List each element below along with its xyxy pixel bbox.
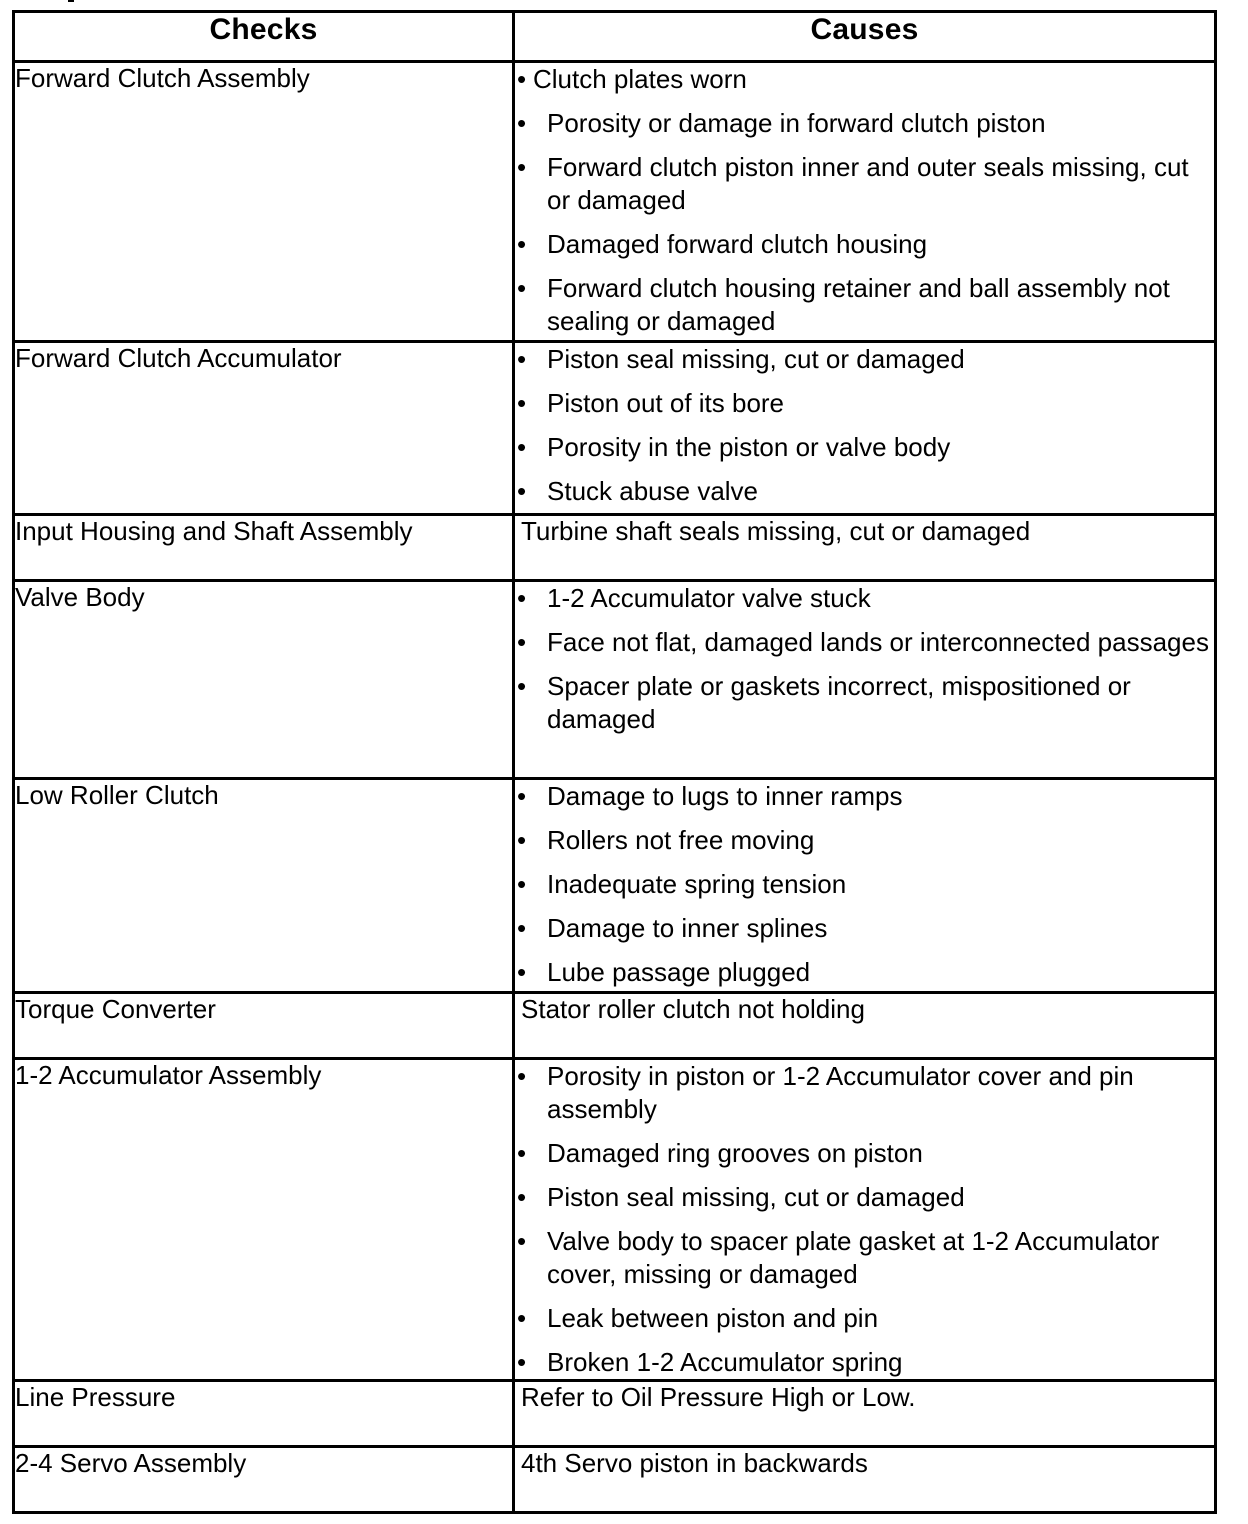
check-cell: Forward Clutch Accumulator	[14, 342, 514, 515]
cause-text: Broken 1-2 Accumulator spring	[547, 1347, 903, 1377]
cause-list	[515, 343, 1214, 508]
list-item: • Piston seal missing, cut or damaged	[515, 343, 1214, 376]
table-row	[14, 1447, 1216, 1513]
cause-text: Damage to inner splines	[547, 913, 828, 943]
check-cell: Line Pressure	[14, 1381, 514, 1447]
list-item: • Porosity in piston or 1-2 Accumulator cover and pin assembly	[515, 1060, 1214, 1126]
list-item: • Damage to inner splines	[515, 912, 1214, 945]
list-item: • Forward clutch piston inner and outer seals missing, cut or damaged	[515, 151, 1214, 217]
check-cell: 2-4 Servo Assembly	[14, 1447, 514, 1513]
causes-cell	[514, 1059, 1216, 1381]
list-item: • Valve body to spacer plate gasket at 1-2 Accumulator cover, missing or damaged	[515, 1225, 1214, 1291]
list-item: • Broken 1-2 Accumulator spring	[515, 1346, 1214, 1379]
list-item: • Forward clutch housing retainer and ball assembly not sealing or damaged	[515, 272, 1214, 338]
table-row	[14, 1381, 1216, 1447]
cause-text: Face not flat, damaged lands or interconnected passages	[547, 627, 1209, 657]
list-item: • Face not flat, damaged lands or interconnected passages	[515, 626, 1214, 659]
cause-cell: Refer to Oil Pressure High or Low.	[514, 1381, 1216, 1447]
cause-text: Lube passage plugged	[547, 957, 811, 987]
cause-text: 1-2 Accumulator valve stuck	[547, 583, 871, 613]
list-item: • Porosity or damage in forward clutch piston	[515, 107, 1214, 140]
cause-list	[515, 1060, 1214, 1379]
cause-cell: Turbine shaft seals missing, cut or damaged	[514, 515, 1216, 581]
table-row	[14, 62, 1216, 342]
check-cell: Forward Clutch Assembly	[14, 62, 514, 342]
cause-text: Valve body to spacer plate gasket at 1-2 Accumulator cover, missing or damaged	[547, 1226, 1160, 1289]
list-item: • Damaged ring grooves on piston	[515, 1137, 1214, 1170]
list-item: • Piston seal missing, cut or damaged	[515, 1181, 1214, 1214]
cause-text: Clutch plates worn	[533, 64, 747, 94]
cause-text: Rollers not free moving	[547, 825, 815, 855]
cause-text: Porosity in the piston or valve body	[547, 432, 951, 462]
table-row	[14, 342, 1216, 515]
table-row	[14, 581, 1216, 779]
cause-text: Stuck abuse valve	[547, 476, 759, 506]
list-item: • 1-2 Accumulator valve stuck	[515, 582, 1214, 615]
cause-text: Forward clutch piston inner and outer seals missing, cut or damaged	[547, 152, 1189, 215]
list-item: • Damage to lugs to inner ramps	[515, 780, 1214, 813]
check-cell: Valve Body	[14, 581, 514, 779]
cause-text: Forward clutch housing retainer and ball assembly not sealing or damaged	[547, 273, 1170, 336]
cause-list	[515, 63, 1214, 338]
list-item: • Clutch plates worn	[515, 63, 1214, 96]
corner-mark	[68, 0, 74, 2]
header-row	[14, 12, 1216, 62]
check-cell: Low Roller Clutch	[14, 779, 514, 993]
check-cell: 1-2 Accumulator Assembly	[14, 1059, 514, 1381]
causes-cell	[514, 342, 1216, 515]
cause-cell: 4th Servo piston in backwards	[514, 1447, 1216, 1513]
table-row	[14, 779, 1216, 993]
table-row	[14, 1059, 1216, 1381]
header-checks: Checks	[14, 12, 514, 62]
cause-text: Damaged forward clutch housing	[547, 229, 928, 259]
cause-text: Inadequate spring tension	[547, 869, 847, 899]
cause-text: Leak between piston and pin	[547, 1303, 879, 1333]
list-item: • Inadequate spring tension	[515, 868, 1214, 901]
list-item: • Spacer plate or gaskets incorrect, mispositioned or damaged	[515, 670, 1214, 736]
table-row	[14, 515, 1216, 581]
causes-cell	[514, 779, 1216, 993]
list-item: • Piston out of its bore	[515, 387, 1214, 420]
list-item: • Rollers not free moving	[515, 824, 1214, 857]
check-cell: Torque Converter	[14, 993, 514, 1059]
causes-cell	[514, 62, 1216, 342]
table-row	[14, 993, 1216, 1059]
causes-cell	[514, 581, 1216, 779]
list-item: • Leak between piston and pin	[515, 1302, 1214, 1335]
cause-text: Damaged ring grooves on piston	[547, 1138, 923, 1168]
cause-text: Piston out of its bore	[547, 388, 785, 418]
cause-text: Porosity or damage in forward clutch piston	[547, 108, 1046, 138]
cause-text: Porosity in piston or 1-2 Accumulator cover and pin assembly	[547, 1061, 1134, 1124]
list-item: • Porosity in the piston or valve body	[515, 431, 1214, 464]
cause-list	[515, 780, 1214, 989]
list-item: • Stuck abuse valve	[515, 475, 1214, 508]
diagnosis-table	[12, 10, 1217, 1514]
cause-text: Piston seal missing, cut or damaged	[547, 1182, 965, 1212]
cause-list	[515, 582, 1214, 736]
check-cell: Input Housing and Shaft Assembly	[14, 515, 514, 581]
header-causes: Causes	[514, 12, 1216, 62]
cause-text: Damage to lugs to inner ramps	[547, 781, 903, 811]
list-item: • Lube passage plugged	[515, 956, 1214, 989]
cause-text: Piston seal missing, cut or damaged	[547, 344, 965, 374]
cause-cell: Stator roller clutch not holding	[514, 993, 1216, 1059]
cause-text: Spacer plate or gaskets incorrect, mispositioned or damaged	[547, 671, 1131, 734]
list-item: • Damaged forward clutch housing	[515, 228, 1214, 261]
